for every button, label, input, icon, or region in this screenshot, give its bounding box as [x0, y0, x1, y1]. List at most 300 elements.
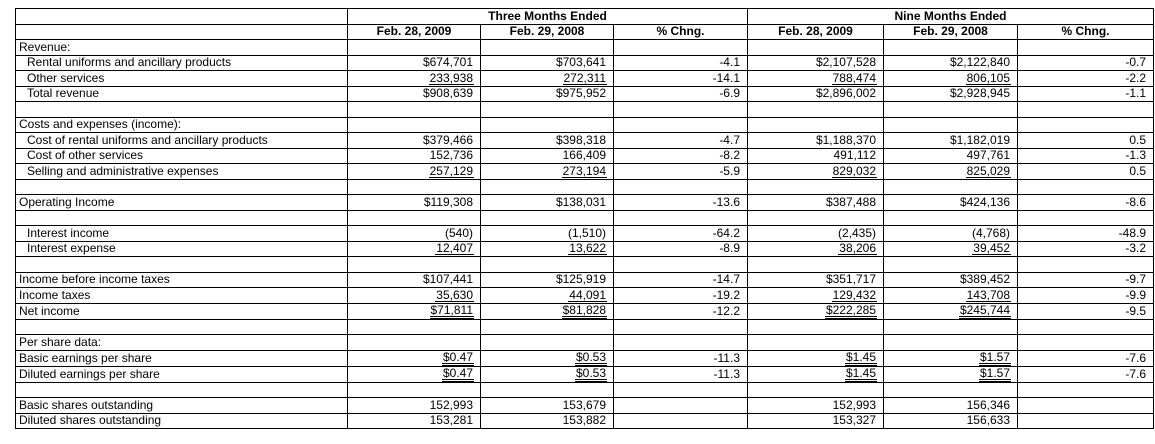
- value-cell: [481, 55, 614, 71]
- cell-value: 13,622: [569, 241, 606, 256]
- value-cell: [481, 382, 614, 398]
- cell-value: -0.7: [1125, 55, 1147, 70]
- cell-value: 272,311: [563, 70, 606, 85]
- group-header-row: [16, 9, 1154, 25]
- cell-value: (1,510): [567, 225, 606, 240]
- value-cell: [1018, 55, 1154, 71]
- table-row: [16, 288, 1154, 304]
- value-cell: [884, 71, 1018, 87]
- value-cell: [1018, 257, 1154, 273]
- value-cell: [1018, 335, 1154, 351]
- table-row: [16, 117, 1154, 133]
- value-cell: [614, 86, 748, 102]
- value-cell: [748, 335, 884, 351]
- row-label: [16, 179, 348, 195]
- value-cell: [884, 257, 1018, 273]
- cell-value: 806,105: [966, 70, 1010, 85]
- value-cell: [348, 40, 481, 56]
- value-cell: [1018, 179, 1154, 195]
- value-cell: [748, 382, 884, 398]
- value-cell: [748, 195, 884, 211]
- value-cell: [748, 241, 884, 257]
- value-cell: [481, 148, 614, 164]
- cell-value: $2,107,528: [815, 55, 876, 70]
- value-cell: [1018, 210, 1154, 226]
- value-cell: [614, 257, 748, 273]
- row-label: [16, 102, 348, 118]
- cell-value: $1.57: [979, 366, 1010, 380]
- value-cell: [748, 86, 884, 102]
- cell-value: -3.2: [1125, 241, 1147, 256]
- column-header-pct-chng-q: % Chng.: [614, 24, 748, 40]
- value-cell: [1018, 288, 1154, 304]
- value-cell: [1018, 413, 1154, 429]
- value-cell: [748, 40, 884, 56]
- value-cell: [481, 257, 614, 273]
- cell-value: 0.5: [1129, 163, 1147, 178]
- value-cell: [348, 148, 481, 164]
- cell-value: 44,091: [569, 287, 606, 302]
- value-cell: [748, 210, 884, 226]
- value-cell: [884, 241, 1018, 257]
- value-cell: [1018, 133, 1154, 149]
- row-label: Net income: [16, 303, 348, 319]
- value-cell: [348, 164, 481, 180]
- row-label: Diluted shares outstanding: [16, 413, 348, 429]
- value-cell: [748, 413, 884, 429]
- cell-value: $674,701: [422, 55, 473, 70]
- value-cell: [348, 71, 481, 87]
- cell-value: 39,452: [973, 241, 1010, 256]
- value-cell: [614, 303, 748, 319]
- row-label: Total revenue: [16, 86, 348, 102]
- table-row: [16, 413, 1154, 429]
- value-cell: [748, 148, 884, 164]
- value-cell: [481, 40, 614, 56]
- cell-value: $1.45: [845, 350, 876, 364]
- value-cell: [481, 226, 614, 242]
- value-cell: [348, 55, 481, 71]
- table-row: [16, 241, 1154, 257]
- cell-value: $908,639: [422, 86, 473, 101]
- spacer-row: [16, 102, 1154, 118]
- value-cell: [748, 366, 884, 382]
- value-cell: [748, 288, 884, 304]
- row-label: Interest income: [16, 226, 348, 242]
- value-cell: [1018, 148, 1154, 164]
- cell-value: 273,194: [562, 163, 606, 178]
- value-cell: [1018, 241, 1154, 257]
- value-cell: [348, 195, 481, 211]
- value-cell: [1018, 86, 1154, 102]
- row-label: Revenue:: [16, 40, 348, 56]
- cell-value: 829,032: [832, 163, 876, 178]
- value-cell: [481, 195, 614, 211]
- value-cell: [1018, 272, 1154, 288]
- value-cell: [348, 319, 481, 335]
- value-cell: [348, 288, 481, 304]
- cell-value: $1.45: [845, 366, 876, 380]
- row-label: Operating Income: [16, 195, 348, 211]
- cell-value: 825,029: [966, 163, 1010, 178]
- row-label: Income before income taxes: [16, 272, 348, 288]
- value-cell: [748, 226, 884, 242]
- table-row: [16, 71, 1154, 87]
- column-header-pct-chng-ytd: % Chng.: [1018, 24, 1154, 40]
- corner-cell: [16, 24, 348, 40]
- cell-value: -64.2: [712, 225, 740, 240]
- cell-value: 166,409: [562, 148, 606, 163]
- table-row: [16, 86, 1154, 102]
- value-cell: [614, 241, 748, 257]
- cell-value: $2,928,945: [949, 86, 1010, 101]
- value-cell: [614, 55, 748, 71]
- cell-value: -7.6: [1125, 350, 1147, 365]
- value-cell: [481, 241, 614, 257]
- cell-value: $125,919: [555, 272, 606, 287]
- value-cell: [884, 272, 1018, 288]
- cell-value: $703,641: [555, 55, 606, 70]
- cell-value: -14.7: [712, 272, 740, 287]
- cell-value: 153,327: [832, 413, 876, 428]
- value-cell: [748, 303, 884, 319]
- cell-value: -48.9: [1118, 225, 1147, 240]
- value-cell: [884, 148, 1018, 164]
- value-cell: [1018, 319, 1154, 335]
- cell-value: $424,136: [959, 194, 1010, 209]
- table-row: [16, 350, 1154, 366]
- cell-value: -19.2: [712, 287, 740, 302]
- value-cell: [481, 319, 614, 335]
- cell-value: -1.1: [1125, 86, 1147, 101]
- value-cell: [748, 133, 884, 149]
- table-row: [16, 398, 1154, 414]
- value-cell: [348, 117, 481, 133]
- cell-value: -9.7: [1125, 272, 1147, 287]
- value-cell: [1018, 164, 1154, 180]
- cell-value: $71,811: [430, 303, 473, 317]
- value-cell: [614, 288, 748, 304]
- table-row: [16, 148, 1154, 164]
- value-cell: [748, 319, 884, 335]
- value-cell: [748, 272, 884, 288]
- table-row: [16, 55, 1154, 71]
- value-cell: [348, 102, 481, 118]
- cell-value: (4,768): [971, 225, 1010, 240]
- row-label: [16, 319, 348, 335]
- cell-value: -8.2: [719, 148, 740, 163]
- column-header-feb-29-2008-ytd: Feb. 29, 2008: [884, 24, 1018, 40]
- cell-value: 35,630: [436, 287, 473, 302]
- value-cell: [614, 71, 748, 87]
- cell-value: 152,993: [832, 397, 876, 412]
- table-row: [16, 335, 1154, 351]
- cell-value: -4.7: [719, 132, 740, 147]
- cell-value: -7.6: [1125, 366, 1147, 381]
- cell-value: -2.2: [1125, 70, 1147, 85]
- column-header-row: [16, 24, 1154, 40]
- value-cell: [348, 179, 481, 195]
- cell-value: $222,285: [825, 303, 876, 317]
- row-label: Rental uniforms and ancillary products: [16, 55, 348, 71]
- value-cell: [614, 350, 748, 366]
- value-cell: [348, 413, 481, 429]
- cell-value: -11.3: [713, 350, 740, 365]
- value-cell: [884, 413, 1018, 429]
- value-cell: [348, 303, 481, 319]
- table-row: [16, 303, 1154, 319]
- value-cell: [348, 398, 481, 414]
- cell-value: -4.1: [719, 55, 740, 70]
- cell-value: 143,708: [966, 287, 1010, 302]
- income-statement-table: [15, 8, 1154, 429]
- cell-value: $351,717: [825, 272, 876, 287]
- table-row: [16, 226, 1154, 242]
- value-cell: [481, 366, 614, 382]
- value-cell: [884, 350, 1018, 366]
- table-row: [16, 366, 1154, 382]
- cell-value: (540): [444, 225, 473, 240]
- cell-value: $379,466: [422, 132, 473, 147]
- cell-value: $398,318: [555, 132, 606, 147]
- value-cell: [348, 366, 481, 382]
- value-cell: [348, 241, 481, 257]
- value-cell: [614, 226, 748, 242]
- value-cell: [614, 366, 748, 382]
- value-cell: [481, 102, 614, 118]
- cell-value: $2,896,002: [815, 86, 876, 101]
- cell-value: $81,828: [562, 303, 606, 317]
- value-cell: [481, 179, 614, 195]
- value-cell: [1018, 398, 1154, 414]
- value-cell: [348, 210, 481, 226]
- cell-value: $0.47: [442, 350, 473, 364]
- spacer-row: [16, 382, 1154, 398]
- table-row: [16, 164, 1154, 180]
- value-cell: [481, 272, 614, 288]
- row-label: Other services: [16, 71, 348, 87]
- value-cell: [884, 288, 1018, 304]
- value-cell: [884, 164, 1018, 180]
- cell-value: 257,129: [429, 163, 473, 178]
- row-label: Selling and administrative expenses: [16, 164, 348, 180]
- value-cell: [348, 350, 481, 366]
- value-cell: [614, 335, 748, 351]
- value-cell: [1018, 366, 1154, 382]
- value-cell: [884, 86, 1018, 102]
- cell-value: -12.2: [712, 303, 740, 318]
- value-cell: [884, 226, 1018, 242]
- cell-value: 233,938: [429, 70, 473, 85]
- value-cell: [614, 148, 748, 164]
- cell-value: $119,308: [423, 194, 473, 209]
- table-row: [16, 133, 1154, 149]
- cell-value: -8.6: [1125, 194, 1147, 209]
- cell-value: -11.3: [713, 366, 740, 381]
- value-cell: [481, 413, 614, 429]
- row-label: [16, 210, 348, 226]
- cell-value: 156,633: [966, 413, 1010, 428]
- value-cell: [1018, 350, 1154, 366]
- value-cell: [481, 117, 614, 133]
- value-cell: [1018, 382, 1154, 398]
- value-cell: [481, 133, 614, 149]
- value-cell: [481, 71, 614, 87]
- value-cell: [614, 195, 748, 211]
- value-cell: [614, 210, 748, 226]
- cell-value: $0.53: [575, 350, 606, 364]
- table-header: [16, 9, 1154, 40]
- value-cell: [1018, 40, 1154, 56]
- cell-value: 153,882: [562, 413, 606, 428]
- cell-value: 129,432: [832, 287, 876, 302]
- cell-value: 12,407: [436, 241, 473, 256]
- cell-value: $107,441: [422, 272, 473, 287]
- value-cell: [748, 55, 884, 71]
- value-cell: [614, 272, 748, 288]
- cell-value: -8.9: [719, 241, 740, 256]
- value-cell: [481, 335, 614, 351]
- value-cell: [481, 303, 614, 319]
- table-row: [16, 40, 1154, 56]
- value-cell: [748, 102, 884, 118]
- row-label: Income taxes: [16, 288, 348, 304]
- cell-value: 491,112: [833, 148, 876, 163]
- value-cell: [614, 413, 748, 429]
- value-cell: [348, 133, 481, 149]
- value-cell: [348, 86, 481, 102]
- cell-value: $2,122,840: [949, 55, 1010, 70]
- group-header-nine-months: Nine Months Ended: [748, 9, 1154, 25]
- cell-value: 152,993: [429, 397, 473, 412]
- column-header-feb-28-2009-ytd: Feb. 28, 2009: [748, 24, 884, 40]
- cell-value: 497,761: [966, 148, 1010, 163]
- value-cell: [748, 71, 884, 87]
- value-cell: [884, 382, 1018, 398]
- column-header-feb-29-2008-q: Feb. 29, 2008: [481, 24, 614, 40]
- cell-value: -5.9: [719, 163, 740, 178]
- row-label: Cost of other services: [16, 148, 348, 164]
- value-cell: [614, 117, 748, 133]
- value-cell: [481, 86, 614, 102]
- spacer-row: [16, 257, 1154, 273]
- value-cell: [1018, 71, 1154, 87]
- value-cell: [748, 257, 884, 273]
- cell-value: $0.53: [575, 366, 606, 380]
- value-cell: [348, 226, 481, 242]
- cell-value: (2,435): [837, 225, 876, 240]
- value-cell: [614, 179, 748, 195]
- value-cell: [614, 382, 748, 398]
- cell-value: 38,206: [839, 241, 876, 256]
- value-cell: [348, 257, 481, 273]
- cell-value: 153,679: [562, 397, 606, 412]
- value-cell: [481, 350, 614, 366]
- value-cell: [748, 117, 884, 133]
- column-header-feb-28-2009-q: Feb. 28, 2009: [348, 24, 481, 40]
- value-cell: [884, 179, 1018, 195]
- value-cell: [614, 133, 748, 149]
- value-cell: [884, 117, 1018, 133]
- value-cell: [748, 179, 884, 195]
- value-cell: [748, 398, 884, 414]
- value-cell: [1018, 117, 1154, 133]
- value-cell: [884, 398, 1018, 414]
- row-label: Costs and expenses (income):: [16, 117, 348, 133]
- cell-value: $389,452: [959, 272, 1010, 287]
- row-label: Diluted earnings per share: [16, 366, 348, 382]
- value-cell: [884, 55, 1018, 71]
- cell-value: $0.47: [442, 366, 473, 380]
- value-cell: [748, 350, 884, 366]
- spacer-row: [16, 179, 1154, 195]
- cell-value: $1,188,370: [815, 132, 876, 147]
- cell-value: 788,474: [832, 70, 876, 85]
- cell-value: 152,736: [429, 148, 473, 163]
- cell-value: 153,281: [429, 413, 473, 428]
- cell-value: 0.5: [1129, 132, 1147, 147]
- value-cell: [614, 398, 748, 414]
- group-header-three-months: Three Months Ended: [348, 9, 748, 25]
- row-label: Interest expense: [16, 241, 348, 257]
- table-body: [16, 40, 1154, 429]
- value-cell: [348, 382, 481, 398]
- table-row: [16, 195, 1154, 211]
- spacer-row: [16, 319, 1154, 335]
- table-row: [16, 272, 1154, 288]
- value-cell: [1018, 102, 1154, 118]
- spacer-row: [16, 210, 1154, 226]
- value-cell: [884, 195, 1018, 211]
- row-label: [16, 382, 348, 398]
- value-cell: [614, 164, 748, 180]
- value-cell: [884, 319, 1018, 335]
- value-cell: [1018, 195, 1154, 211]
- corner-cell: [16, 9, 348, 25]
- value-cell: [348, 335, 481, 351]
- value-cell: [1018, 303, 1154, 319]
- cell-value: $975,952: [555, 86, 606, 101]
- value-cell: [884, 303, 1018, 319]
- value-cell: [748, 164, 884, 180]
- value-cell: [884, 133, 1018, 149]
- cell-value: $245,744: [959, 303, 1010, 317]
- row-label: Basic earnings per share: [16, 350, 348, 366]
- row-label: [16, 257, 348, 273]
- value-cell: [614, 40, 748, 56]
- cell-value: -9.5: [1125, 303, 1147, 318]
- value-cell: [481, 288, 614, 304]
- value-cell: [884, 210, 1018, 226]
- cell-value: -1.3: [1125, 148, 1147, 163]
- value-cell: [614, 319, 748, 335]
- value-cell: [884, 366, 1018, 382]
- cell-value: $1,182,019: [949, 132, 1010, 147]
- cell-value: 156,346: [966, 397, 1010, 412]
- value-cell: [348, 272, 481, 288]
- cell-value: -6.9: [719, 86, 740, 101]
- value-cell: [481, 398, 614, 414]
- cell-value: -13.6: [712, 194, 740, 209]
- cell-value: $387,488: [825, 194, 876, 209]
- value-cell: [481, 210, 614, 226]
- value-cell: [614, 102, 748, 118]
- cell-value: -14.1: [712, 70, 740, 85]
- value-cell: [884, 102, 1018, 118]
- row-label: Cost of rental uniforms and ancillary products: [16, 133, 348, 149]
- cell-value: $138,031: [555, 194, 606, 209]
- row-label: Basic shares outstanding: [16, 398, 348, 414]
